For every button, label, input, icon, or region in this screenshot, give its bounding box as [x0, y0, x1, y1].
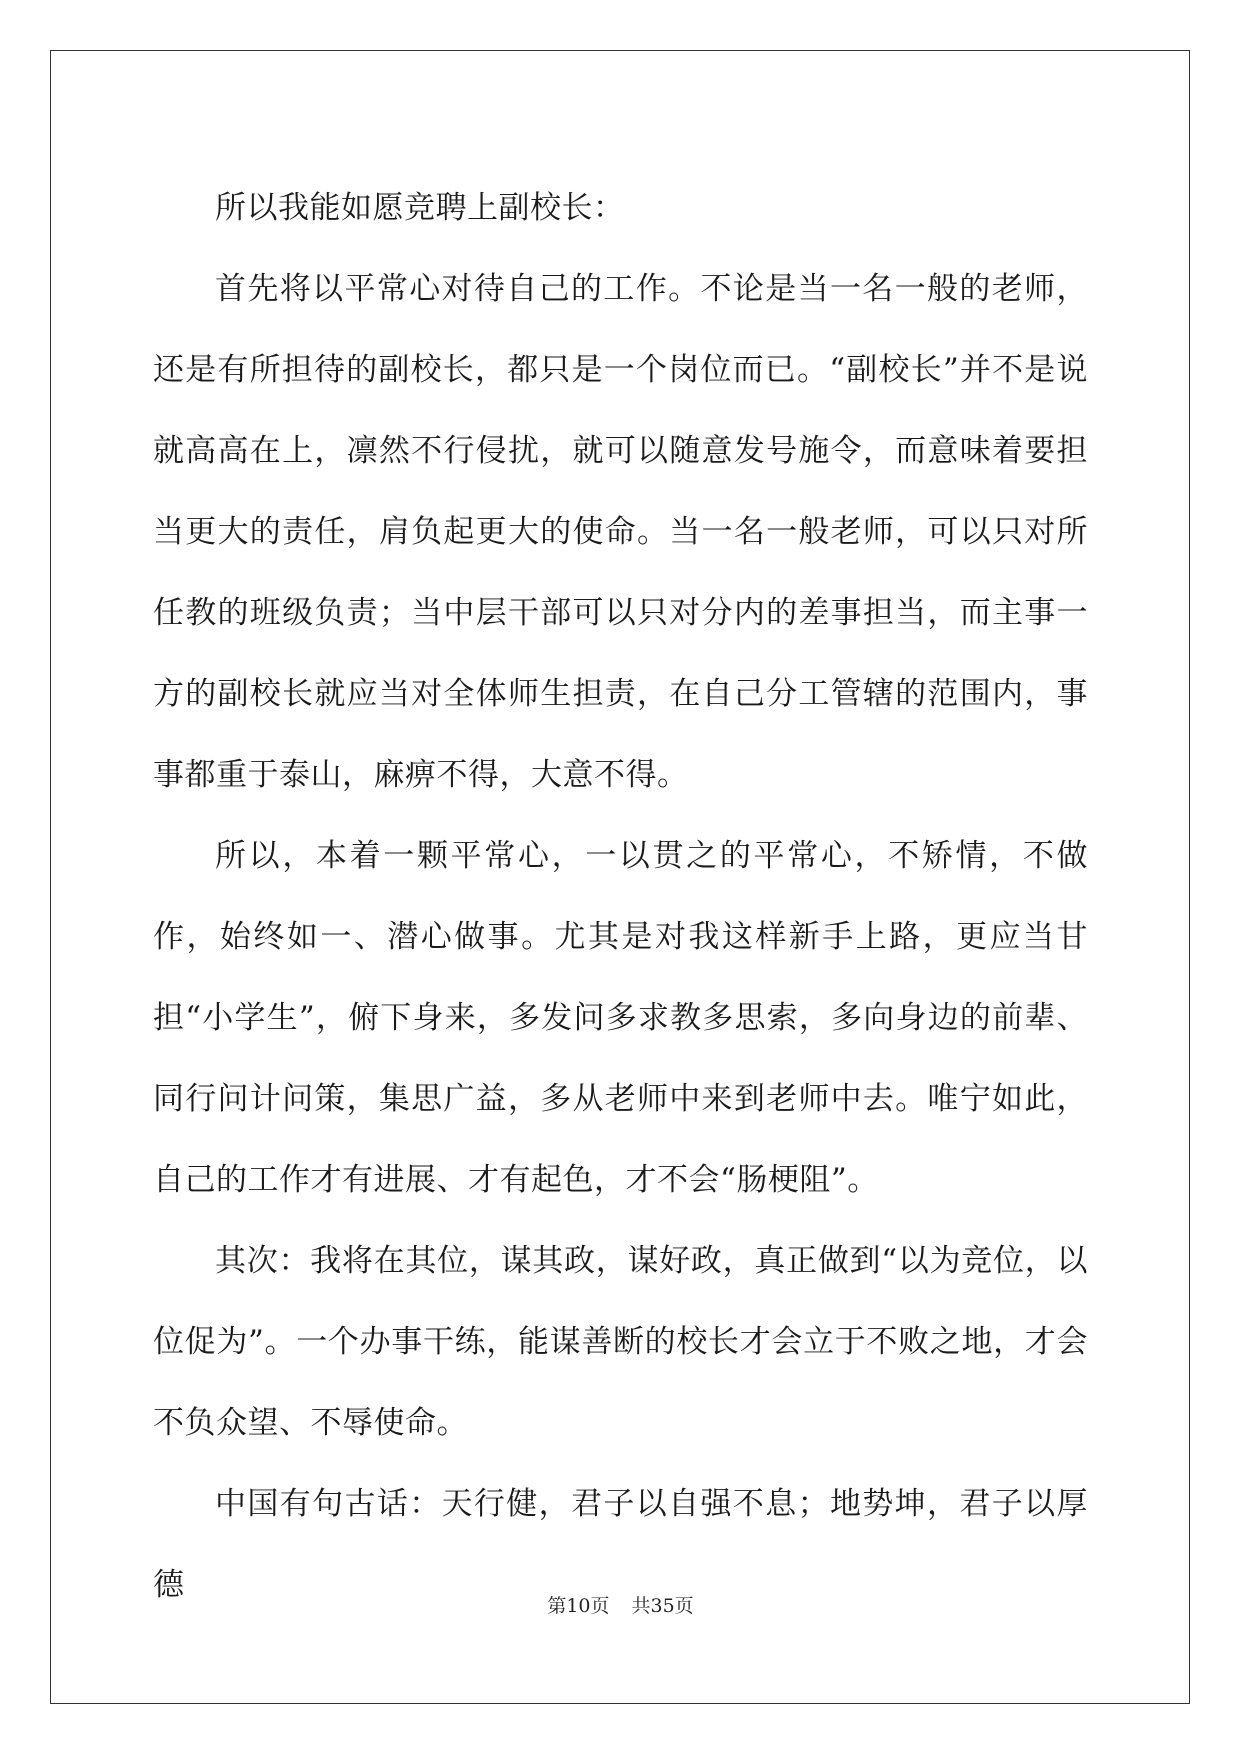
- paragraph-2: 首先将以平常心对待自己的工作。不论是当一名一般的老师，还是有所担待的副校长，都只是一个岗位而已。“副校长”并不是说就高高在上，凛然不行侵扰，就可以随意发号施令，而意味着要担当更大的责任，肩负起更大的使命。当一名一般老师，可以只对所任教的班级负责；当中层干部可以只对分内的差事担当，而主事一方的副校长就应当对全体师生担责，在自己分工管辖的范围内，事事都重于泰山，麻痹不得，大意不得。: [153, 271, 1088, 793]
- paragraph-3: 所以，本着一颗平常心，一以贯之的平常心，不矫情，不做作，始终如一、潜心做事。尤其是对我这样新手上路，更应当甘担“小学生”，俯下身来，多发问多求教多思索，多向身边的前辈、同行问计问策，集思广益，多从老师中来到老师中去。唯宁如此，自己的工作才有进展、才有起色，才不会“肠梗阻”。: [153, 838, 1088, 1198]
- page-number: 第10页: [547, 1595, 610, 1617]
- paragraph-5: 中国有句古话：天行健，君子以自强不息；地势坤，君子以厚德: [153, 1486, 1088, 1603]
- document-body: [153, 168, 1088, 1626]
- paragraph-4: 其次：我将在其位，谋其政，谋好政，真正做到“以为竞位，以位促为”。一个办事干练，能谋善断的校长才会立于不败之地，才会不负众望、不辱使命。: [153, 1243, 1088, 1441]
- page-total: 共35页: [631, 1595, 694, 1617]
- page-footer: [0, 1594, 1241, 1618]
- paragraph-1: 所以我能如愿竞聘上副校长：: [215, 190, 625, 226]
